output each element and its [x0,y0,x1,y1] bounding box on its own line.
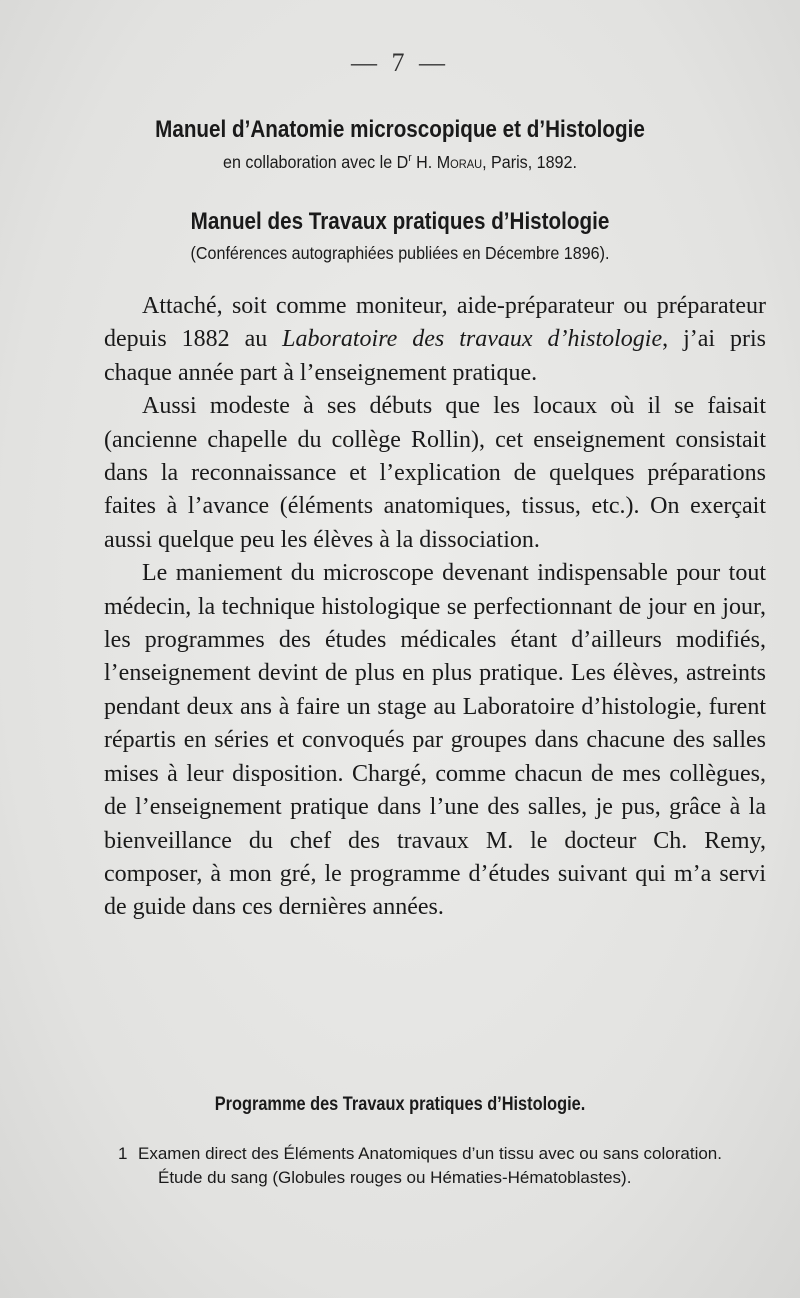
header-2-title: Manuel des Travaux pratiques d’Histologie [190,208,610,235]
program-list [118,1142,770,1190]
paragraph-1-b: , j’ai pris chaque année part à l’enseignement pratique. [104,326,767,386]
header-2 [0,208,800,236]
header-1-title: Manuel d’Anatomie microscopique et d’Histologie [155,116,645,143]
header-2-subtitle [0,243,800,264]
paragraph-2: Aussi modeste à ses débuts que les locaux où il se faisait (ancienne chapelle du collège Rollin), cet enseignement consistait dans la reconnaissance et l’explication de quelques préparations faites à l’avance (éléments anatomiques, tissus, etc.). On exerçait aussi quelque peu les élèves à la dissociation. [104,393,766,553]
header-1-sub-post: , Paris, 1892. [482,152,577,172]
program-item-1-sub: Étude du sang (Globules rouges ou Hématies-Hématoblastes). [158,1168,632,1187]
header-2-sub: (Conférences autographiées publiées en Décembre 1896). [190,243,610,263]
header-1 [0,116,800,144]
header-1-sub-name: H. Morau [416,152,483,172]
program-title: Programme des Travaux pratiques d’Histologie. [214,1094,586,1115]
header-1-sub-sup: r [408,152,412,165]
program-item-1-text: Examen direct des Éléments Anatomiques d’un tissu avec ou sans coloration. [138,1144,722,1163]
paragraph-3: Le maniement du microscope devenant indispensable pour tout médecin, la technique histologique se perfectionnant de jour en jour, les programmes des études médicales étant d’ailleurs modifiés, l’enseignement devint de plus en plus pratique. Les élèves, astreints pendant deux ans à faire un stage au Laboratoire d’histologie, furent répartis en séries et convoqués par groupes dans chacune des salles mises à leur disposition. Chargé, comme chacun de mes collègues, de l’enseignement pratique dans l’une des salles, je pus, grâce à la bienveillance du chef des travaux M. le docteur Ch. Remy, composer, à mon gré, le programme d’études suivant qui m’a servi de guide dans ces dernières années. [104,560,766,921]
body-text [104,290,766,925]
program-item-1-number: 1 [118,1144,128,1163]
page-number: — 7 — [351,48,449,77]
paragraph-1 [104,290,766,390]
paragraph-1-italic: Laboratoire des travaux d’histologie [282,326,663,353]
header-1-subtitle [0,152,800,173]
paragraph-1-a: Attaché, soit comme moniteur, aide-préparateur ou préparateur depuis 1882 au [104,293,766,353]
header-1-sub-pre: en collaboration avec le D [223,152,409,172]
